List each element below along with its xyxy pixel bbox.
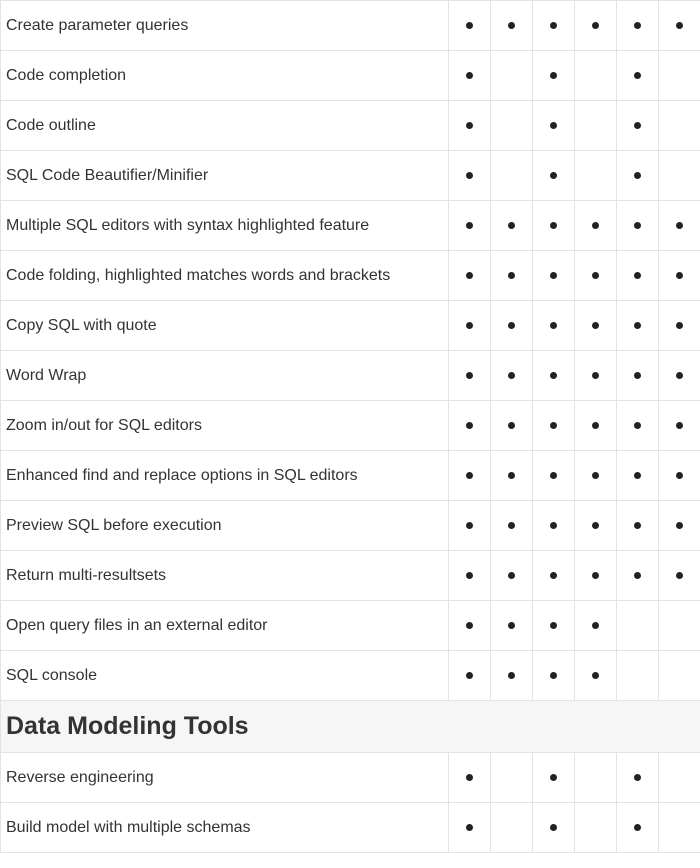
edition-cell-3 (533, 101, 575, 151)
supported-dot-icon (550, 122, 557, 129)
edition-cell-5 (617, 151, 659, 201)
edition-cell-3 (533, 251, 575, 301)
edition-cell-6 (659, 201, 700, 251)
edition-cell-3 (533, 451, 575, 501)
edition-cell-2 (491, 1, 533, 51)
supported-dot-icon (550, 422, 557, 429)
supported-dot-icon (592, 422, 599, 429)
edition-cell-2 (491, 401, 533, 451)
feature-row (1, 151, 700, 201)
feature-name: Code folding, highlighted matches words and brackets (1, 251, 449, 301)
supported-dot-icon (466, 522, 473, 529)
edition-cell-3 (533, 151, 575, 201)
supported-dot-icon (550, 472, 557, 479)
feature-row (1, 101, 700, 151)
supported-dot-icon (592, 272, 599, 279)
edition-cell-1 (449, 101, 491, 151)
supported-dot-icon (634, 22, 641, 29)
edition-cell-1 (449, 651, 491, 701)
edition-cell-1 (449, 201, 491, 251)
edition-cell-1 (449, 251, 491, 301)
feature-name: Preview SQL before execution (1, 501, 449, 551)
edition-cell-4 (575, 251, 617, 301)
supported-dot-icon (550, 572, 557, 579)
edition-cell-4 (575, 301, 617, 351)
edition-cell-5 (617, 251, 659, 301)
edition-cell-1 (449, 1, 491, 51)
supported-dot-icon (634, 422, 641, 429)
edition-cell-1 (449, 351, 491, 401)
edition-cell-5 (617, 451, 659, 501)
edition-cell-6 (659, 351, 700, 401)
supported-dot-icon (550, 172, 557, 179)
edition-cell-6 (659, 501, 700, 551)
feature-row (1, 551, 700, 601)
supported-dot-icon (466, 572, 473, 579)
supported-dot-icon (550, 672, 557, 679)
edition-cell-4 (575, 753, 617, 803)
edition-cell-3 (533, 601, 575, 651)
feature-name: SQL Code Beautifier/Minifier (1, 151, 449, 201)
supported-dot-icon (466, 824, 473, 831)
edition-cell-5 (617, 753, 659, 803)
supported-dot-icon (466, 672, 473, 679)
edition-cell-2 (491, 601, 533, 651)
supported-dot-icon (634, 472, 641, 479)
supported-dot-icon (676, 372, 683, 379)
supported-dot-icon (676, 22, 683, 29)
supported-dot-icon (466, 372, 473, 379)
section-header-row (1, 701, 700, 753)
edition-cell-5 (617, 351, 659, 401)
feature-row (1, 601, 700, 651)
supported-dot-icon (508, 622, 515, 629)
feature-name: SQL console (1, 651, 449, 701)
supported-dot-icon (634, 824, 641, 831)
supported-dot-icon (508, 22, 515, 29)
supported-dot-icon (550, 522, 557, 529)
edition-cell-2 (491, 201, 533, 251)
edition-cell-3 (533, 301, 575, 351)
supported-dot-icon (508, 672, 515, 679)
edition-cell-4 (575, 151, 617, 201)
edition-cell-6 (659, 601, 700, 651)
edition-cell-1 (449, 803, 491, 853)
edition-cell-6 (659, 1, 700, 51)
edition-cell-2 (491, 301, 533, 351)
edition-cell-6 (659, 151, 700, 201)
edition-cell-2 (491, 551, 533, 601)
edition-cell-1 (449, 753, 491, 803)
edition-cell-6 (659, 101, 700, 151)
supported-dot-icon (634, 172, 641, 179)
feature-name: Zoom in/out for SQL editors (1, 401, 449, 451)
supported-dot-icon (592, 672, 599, 679)
supported-dot-icon (508, 322, 515, 329)
edition-cell-3 (533, 501, 575, 551)
feature-name: Copy SQL with quote (1, 301, 449, 351)
supported-dot-icon (550, 22, 557, 29)
edition-cell-1 (449, 51, 491, 101)
supported-dot-icon (592, 572, 599, 579)
feature-row (1, 1, 700, 51)
feature-row (1, 301, 700, 351)
feature-row (1, 651, 700, 701)
edition-cell-5 (617, 551, 659, 601)
edition-cell-4 (575, 501, 617, 551)
edition-cell-5 (617, 601, 659, 651)
edition-cell-5 (617, 101, 659, 151)
edition-cell-5 (617, 301, 659, 351)
supported-dot-icon (550, 774, 557, 781)
edition-cell-1 (449, 451, 491, 501)
edition-cell-4 (575, 51, 617, 101)
feature-row (1, 401, 700, 451)
edition-cell-2 (491, 251, 533, 301)
edition-cell-5 (617, 1, 659, 51)
edition-cell-1 (449, 601, 491, 651)
edition-cell-3 (533, 201, 575, 251)
edition-cell-5 (617, 201, 659, 251)
supported-dot-icon (508, 272, 515, 279)
feature-row (1, 201, 700, 251)
edition-cell-3 (533, 803, 575, 853)
supported-dot-icon (550, 272, 557, 279)
supported-dot-icon (466, 222, 473, 229)
supported-dot-icon (634, 522, 641, 529)
supported-dot-icon (550, 222, 557, 229)
edition-cell-4 (575, 601, 617, 651)
feature-name: Enhanced find and replace options in SQL editors (1, 451, 449, 501)
supported-dot-icon (634, 222, 641, 229)
edition-cell-3 (533, 753, 575, 803)
supported-dot-icon (466, 172, 473, 179)
feature-row (1, 803, 700, 853)
supported-dot-icon (676, 522, 683, 529)
edition-cell-4 (575, 1, 617, 51)
supported-dot-icon (508, 222, 515, 229)
supported-dot-icon (550, 824, 557, 831)
supported-dot-icon (634, 774, 641, 781)
edition-cell-4 (575, 201, 617, 251)
supported-dot-icon (466, 72, 473, 79)
edition-cell-4 (575, 551, 617, 601)
supported-dot-icon (466, 472, 473, 479)
edition-cell-6 (659, 51, 700, 101)
supported-dot-icon (634, 572, 641, 579)
edition-cell-5 (617, 803, 659, 853)
edition-cell-6 (659, 301, 700, 351)
edition-cell-4 (575, 101, 617, 151)
supported-dot-icon (466, 622, 473, 629)
supported-dot-icon (508, 372, 515, 379)
feature-name: Multiple SQL editors with syntax highlighted feature (1, 201, 449, 251)
supported-dot-icon (592, 522, 599, 529)
supported-dot-icon (676, 572, 683, 579)
edition-cell-6 (659, 451, 700, 501)
supported-dot-icon (550, 72, 557, 79)
edition-cell-2 (491, 651, 533, 701)
edition-cell-1 (449, 401, 491, 451)
edition-cell-2 (491, 351, 533, 401)
supported-dot-icon (508, 522, 515, 529)
edition-cell-3 (533, 51, 575, 101)
supported-dot-icon (676, 472, 683, 479)
feature-name: Build model with multiple schemas (1, 803, 449, 853)
supported-dot-icon (592, 472, 599, 479)
feature-table-body (1, 1, 700, 853)
supported-dot-icon (508, 572, 515, 579)
supported-dot-icon (634, 322, 641, 329)
supported-dot-icon (466, 272, 473, 279)
supported-dot-icon (634, 122, 641, 129)
supported-dot-icon (634, 272, 641, 279)
supported-dot-icon (592, 372, 599, 379)
feature-row (1, 51, 700, 101)
supported-dot-icon (592, 622, 599, 629)
supported-dot-icon (466, 322, 473, 329)
supported-dot-icon (508, 472, 515, 479)
edition-cell-5 (617, 51, 659, 101)
edition-cell-6 (659, 401, 700, 451)
supported-dot-icon (676, 222, 683, 229)
supported-dot-icon (550, 372, 557, 379)
edition-cell-6 (659, 651, 700, 701)
edition-cell-6 (659, 551, 700, 601)
edition-cell-4 (575, 803, 617, 853)
feature-name: Open query files in an external editor (1, 601, 449, 651)
feature-row (1, 251, 700, 301)
edition-cell-1 (449, 551, 491, 601)
supported-dot-icon (466, 22, 473, 29)
edition-cell-4 (575, 651, 617, 701)
feature-name: Create parameter queries (1, 1, 449, 51)
edition-cell-3 (533, 1, 575, 51)
edition-cell-2 (491, 753, 533, 803)
feature-row (1, 451, 700, 501)
edition-cell-6 (659, 803, 700, 853)
edition-cell-2 (491, 151, 533, 201)
edition-cell-3 (533, 351, 575, 401)
feature-row (1, 753, 700, 803)
edition-cell-5 (617, 501, 659, 551)
supported-dot-icon (550, 622, 557, 629)
edition-cell-2 (491, 803, 533, 853)
feature-name: Reverse engineering (1, 753, 449, 803)
edition-cell-1 (449, 301, 491, 351)
feature-row (1, 501, 700, 551)
edition-cell-4 (575, 401, 617, 451)
section-title: Data Modeling Tools (1, 701, 700, 753)
supported-dot-icon (676, 322, 683, 329)
supported-dot-icon (592, 322, 599, 329)
edition-cell-2 (491, 101, 533, 151)
supported-dot-icon (466, 422, 473, 429)
edition-cell-5 (617, 651, 659, 701)
edition-cell-4 (575, 351, 617, 401)
supported-dot-icon (466, 122, 473, 129)
edition-cell-3 (533, 651, 575, 701)
edition-cell-1 (449, 151, 491, 201)
edition-cell-3 (533, 401, 575, 451)
edition-cell-6 (659, 251, 700, 301)
feature-name: Code completion (1, 51, 449, 101)
edition-cell-5 (617, 401, 659, 451)
edition-cell-2 (491, 451, 533, 501)
edition-cell-4 (575, 451, 617, 501)
supported-dot-icon (634, 72, 641, 79)
edition-cell-3 (533, 551, 575, 601)
supported-dot-icon (466, 774, 473, 781)
edition-cell-6 (659, 753, 700, 803)
edition-cell-2 (491, 501, 533, 551)
edition-cell-1 (449, 501, 491, 551)
supported-dot-icon (676, 272, 683, 279)
feature-row (1, 351, 700, 401)
supported-dot-icon (550, 322, 557, 329)
supported-dot-icon (508, 422, 515, 429)
feature-name: Code outline (1, 101, 449, 151)
edition-cell-2 (491, 51, 533, 101)
supported-dot-icon (592, 22, 599, 29)
supported-dot-icon (592, 222, 599, 229)
feature-name: Return multi-resultsets (1, 551, 449, 601)
supported-dot-icon (634, 372, 641, 379)
supported-dot-icon (676, 422, 683, 429)
feature-name: Word Wrap (1, 351, 449, 401)
